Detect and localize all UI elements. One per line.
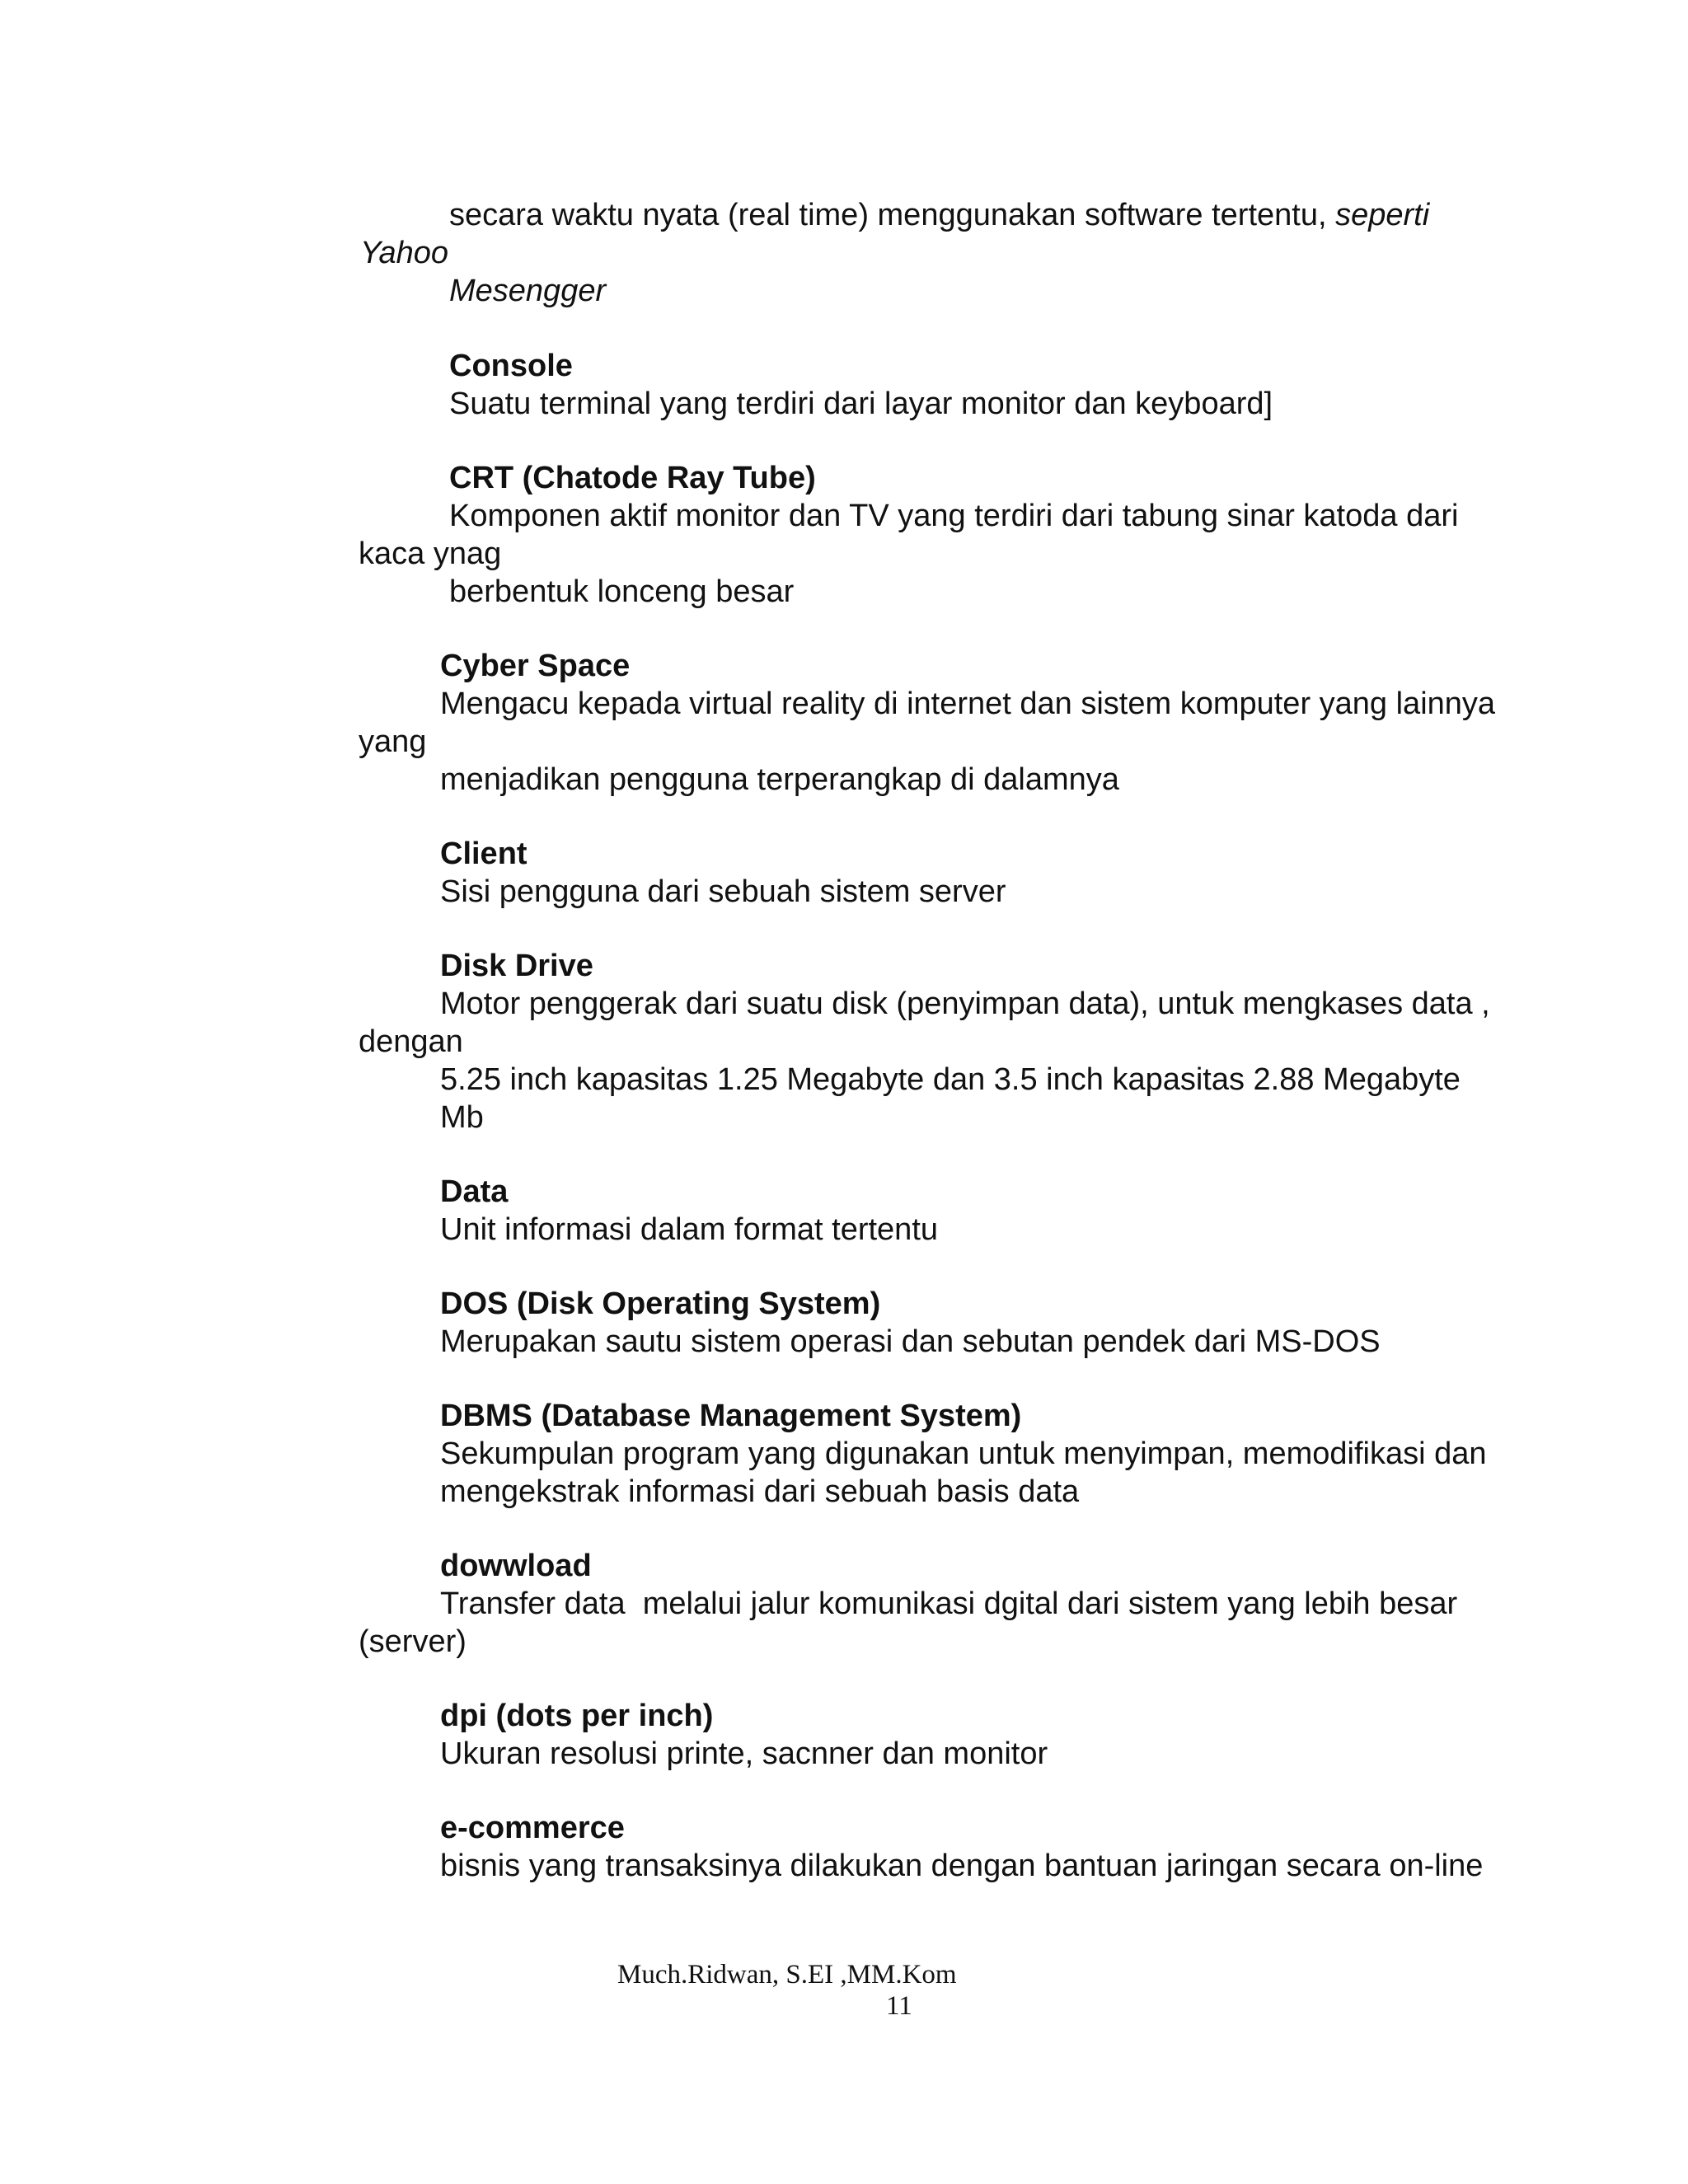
term-dos: DOS (Disk Operating System)	[440, 1286, 881, 1321]
term-e-commerce: e-commerce	[440, 1811, 625, 1845]
definition-line: Sisi pengguna dari sebuah sistem server	[440, 874, 1006, 909]
term-cyber-space: Cyber Space	[440, 649, 631, 683]
term-client: Client	[440, 837, 528, 871]
footer-author: Much.Ridwan, S.EI ,MM.Kom	[617, 1960, 957, 1990]
intro-line-1-italic: seperti	[1335, 198, 1430, 232]
definition-line: berbentuk lonceng besar	[449, 574, 795, 609]
definition-line: (server)	[359, 1624, 467, 1659]
definition-line: Transfer data melalui jalur komunikasi dgital dari sistem yang lebih besar	[440, 1586, 1458, 1621]
definition-line: Suatu terminal yang terdiri dari layar monitor dan keyboard]	[449, 387, 1273, 421]
definition-line: Mengacu kepada virtual reality di internet dan sistem komputer yang lainnya	[440, 687, 1496, 721]
intro-line-2: Yahoo	[360, 236, 449, 270]
definition-line: kaca ynag	[359, 537, 502, 571]
definition-line: 5.25 inch kapasitas 1.25 Megabyte dan 3.5 inch kapasitas 2.88 Megabyte	[440, 1062, 1461, 1097]
definition-line: bisnis yang transaksinya dilakukan dengan bantuan jaringan secara on-line	[440, 1849, 1484, 1883]
term-crt: CRT (Chatode Ray Tube)	[449, 461, 816, 495]
term-dbms: DBMS (Database Management System)	[440, 1399, 1022, 1433]
term-console: Console	[449, 349, 573, 383]
definition-line: Sekumpulan program yang digunakan untuk menyimpan, memodifikasi dan	[440, 1436, 1487, 1471]
definition-line: Komponen aktif monitor dan TV yang terdiri dari tabung sinar katoda dari	[449, 499, 1459, 533]
term-dpi: dpi (dots per inch)	[440, 1699, 714, 1733]
definition-line: Merupakan sautu sistem operasi dan sebutan pendek dari MS-DOS	[440, 1324, 1381, 1359]
definition-line: mengekstrak informasi dari sebuah basis data	[440, 1474, 1080, 1509]
term-disk-drive: Disk Drive	[440, 949, 593, 983]
definition-line: dengan	[359, 1024, 463, 1059]
term-data: Data	[440, 1174, 509, 1209]
definition-line: Motor penggerak dari suatu disk (penyimpan data), untuk mengkases data ,	[440, 987, 1490, 1021]
definition-line: Unit informasi dalam format tertentu	[440, 1212, 939, 1247]
page-number: 11	[886, 1991, 912, 2021]
intro-line-1-text: secara waktu nyata (real time) menggunakan software tertentu,	[449, 198, 1336, 232]
intro-line-1	[449, 196, 1429, 234]
definition-line: Mb	[440, 1100, 484, 1135]
definition-line: yang	[359, 724, 427, 759]
definition-line: menjadikan pengguna terperangkap di dalamnya	[440, 762, 1119, 797]
definition-line: Ukuran resolusi printe, sacnner dan monitor	[440, 1736, 1048, 1771]
term-download: dowwload	[440, 1549, 592, 1583]
intro-line-3: Mesengger	[449, 274, 607, 308]
